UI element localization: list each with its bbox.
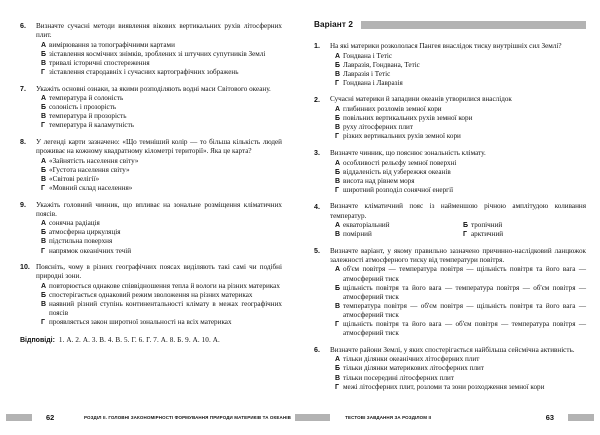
question-number: 5. xyxy=(314,246,320,255)
option-list xyxy=(36,41,282,77)
answer-option[interactable] xyxy=(41,121,282,130)
question-body xyxy=(330,42,586,88)
option-text: напрямок океанічних течій xyxy=(49,246,132,255)
answers-label: Відповіді: xyxy=(20,337,55,345)
option-letter: Б xyxy=(41,166,47,174)
answer-option[interactable] xyxy=(335,132,586,141)
option-list xyxy=(330,221,586,239)
option-list xyxy=(36,282,282,327)
option-text: об'єм повітря — температура повітря — щільність повітря та його вага — атмосферний тиск xyxy=(343,265,586,283)
option-letter: Б xyxy=(335,168,341,176)
option-letter: Г xyxy=(335,321,339,329)
footer-decor-bar-lead xyxy=(304,414,330,421)
question-body xyxy=(330,247,586,338)
answer-option[interactable] xyxy=(41,68,282,77)
answer-option[interactable] xyxy=(335,302,586,320)
question-number: 1. xyxy=(314,42,320,51)
option-text: тільки посередині літосферних плит xyxy=(343,373,454,382)
answer-option[interactable] xyxy=(41,50,282,59)
option-letter: А xyxy=(335,356,341,364)
question-item xyxy=(20,22,282,77)
question-body xyxy=(330,95,586,141)
option-letter: Г xyxy=(463,231,467,239)
option-letter: А xyxy=(335,159,341,167)
question-number: 9. xyxy=(20,200,26,209)
answer-option[interactable] xyxy=(41,228,282,237)
question-body xyxy=(330,346,586,392)
option-text: помірний xyxy=(343,230,372,239)
option-letter: Г xyxy=(41,247,45,255)
option-list xyxy=(330,355,586,391)
answer-option[interactable] xyxy=(41,237,282,246)
option-text: наявний різний ступінь континентальності клімату в межах географічних поясів xyxy=(49,300,282,318)
answer-option[interactable] xyxy=(41,175,282,184)
question-stem: Визначте кліматичний пояс із найменшою річною амплітудою коливання температур. xyxy=(330,202,586,220)
answer-option[interactable] xyxy=(335,320,586,338)
option-letter: А xyxy=(41,220,47,228)
option-letter: В xyxy=(335,70,341,78)
question-stem: На які материки розкололася Пангея внаслідок тиску внутрішніх сил Землі? xyxy=(330,42,562,50)
question-item xyxy=(20,85,282,131)
answer-option[interactable] xyxy=(335,355,586,364)
option-letter: Б xyxy=(335,284,341,292)
question-stem: Визначте варіант, у якому правильно зазначено причинно-наслідковий ланцюжок залежності атмосферного тиску від температури повітря. xyxy=(330,246,586,264)
question-stem: Укажіть головний чинник, що впливає на зональне розміщення кліматичних поясів. xyxy=(36,200,282,218)
question-body xyxy=(330,202,586,239)
page-number-left: 62 xyxy=(46,413,55,422)
option-text: солоність і прозорість xyxy=(49,103,117,112)
option-text: температура повітря — об'єм повітря — щільність повітря та його вага — атмосферний тиск xyxy=(343,301,586,319)
option-list xyxy=(36,94,282,130)
option-letter: Б xyxy=(335,365,341,373)
answer-option[interactable] xyxy=(335,123,586,132)
question-number: 6. xyxy=(314,345,320,354)
option-text: «Густота населення світу» xyxy=(49,165,130,174)
option-text: зіставлення космічних знімків, зроблених зі штучних супутників Землі xyxy=(49,49,266,58)
option-letter: Б xyxy=(41,50,47,58)
question-stem: Сучасні материки й западини океанів утворилися внаслідок xyxy=(330,95,512,104)
option-text: «Світові релігії» xyxy=(49,174,100,183)
answer-option[interactable] xyxy=(335,374,586,383)
option-text: тривалі історичні спостереження xyxy=(49,58,150,67)
option-letter: А xyxy=(335,266,341,274)
answer-option[interactable] xyxy=(41,41,282,50)
answer-option[interactable] xyxy=(41,112,282,121)
option-text: глибинних розломів земної кори xyxy=(343,105,442,114)
answer-option[interactable] xyxy=(335,79,586,88)
page-right xyxy=(300,0,600,435)
answer-option[interactable] xyxy=(335,284,586,302)
option-text: зіставлення стародавніх і сучасних картографічних зображень xyxy=(49,67,239,76)
answer-option[interactable] xyxy=(335,265,586,283)
answer-option[interactable] xyxy=(335,177,586,186)
option-letter: В xyxy=(335,302,341,310)
option-letter: В xyxy=(41,113,47,121)
question-stem: Визначте чинник, що пояснює зональність клімату. xyxy=(330,148,486,157)
option-text: спостерігається однаковий режим зволоження на різних материках xyxy=(49,290,253,299)
answer-option[interactable] xyxy=(41,318,282,327)
option-letter: В xyxy=(335,124,341,132)
footer-decor-bar xyxy=(6,414,32,421)
variant-header xyxy=(314,20,586,29)
option-letter: В xyxy=(41,175,47,183)
option-list xyxy=(330,265,586,338)
answer-option[interactable] xyxy=(335,186,586,195)
option-letter: В xyxy=(335,177,341,185)
option-list xyxy=(36,157,282,193)
option-letter: А xyxy=(41,41,47,49)
option-letter: А xyxy=(41,282,47,290)
option-letter: Г xyxy=(335,186,339,194)
option-letter: В xyxy=(41,301,47,309)
question-number: 10. xyxy=(20,263,30,272)
answer-option[interactable] xyxy=(463,221,586,230)
option-letter: Б xyxy=(41,229,47,237)
page-number-right: 63 xyxy=(545,413,554,422)
answer-option[interactable] xyxy=(41,157,282,166)
footer-title-left: РОЗДІЛ ІІ. ГОЛОВНІ ЗАКОНОМІРНОСТІ ФОРМУВАННЯ ПРИРОДИ МАТЕРИКІВ ТА ОКЕАНІВ xyxy=(84,415,292,420)
question-item xyxy=(314,247,586,338)
question-stem: Визначте райони Землі, у яких спостерігається найбільша сейсмічна активність. xyxy=(330,345,575,354)
option-list xyxy=(330,159,586,195)
answer-option[interactable] xyxy=(41,291,282,300)
footer-right xyxy=(300,413,600,422)
answer-option[interactable] xyxy=(335,105,586,114)
question-body xyxy=(36,263,282,327)
option-text: арктичний xyxy=(471,230,504,239)
option-text: широтний розподіл сонячної енергії xyxy=(343,185,454,194)
option-text: екваторіальний xyxy=(343,221,390,230)
answer-option[interactable] xyxy=(335,70,586,79)
option-letter: А xyxy=(41,157,47,165)
option-text: Лавразія і Тетіс xyxy=(343,69,391,78)
question-number: 4. xyxy=(314,202,320,211)
question-stem: Поясніть, чому в різних географічних поясах виділяють такі самі чи подібні природні зони. xyxy=(36,263,282,281)
option-text: віддаленість від узбережжя океанів xyxy=(343,167,451,176)
option-letter: Г xyxy=(41,185,45,192)
page-left-content xyxy=(20,22,282,345)
answers-line xyxy=(20,336,282,345)
question-item xyxy=(314,202,586,239)
option-text: межі літосферних плит, розломи та зони розходження земної кори xyxy=(343,382,545,391)
answer-option[interactable] xyxy=(41,247,282,256)
variant-title: Варіант 2 xyxy=(314,20,353,29)
option-letter: А xyxy=(41,95,47,103)
question-item xyxy=(314,346,586,392)
answer-option[interactable] xyxy=(335,159,586,168)
option-letter: А xyxy=(335,106,341,114)
question-body xyxy=(36,85,282,131)
question-stem: У легенді карти зазначено: «Що темніший колір — то більша кількість людей проживає на кожному квадратному кілометрі території». Яка це карта? xyxy=(36,138,282,156)
option-text: тропічний xyxy=(471,221,503,230)
answer-option[interactable] xyxy=(335,383,586,392)
question-number: 2. xyxy=(314,95,320,104)
answer-option[interactable] xyxy=(335,364,586,373)
option-letter: В xyxy=(41,59,47,67)
answer-option[interactable] xyxy=(335,114,586,123)
option-text: висота над рівнем моря xyxy=(343,176,415,185)
answer-option[interactable] xyxy=(41,300,282,318)
option-text: температура й каламутність xyxy=(49,121,134,130)
answer-option[interactable] xyxy=(41,103,282,112)
footer-left xyxy=(0,413,300,422)
option-letter: Г xyxy=(41,68,45,76)
option-letter: В xyxy=(41,238,47,246)
page-right-content xyxy=(314,20,586,399)
question-stem: Визначте сучасні методи виявлення вікових вертикальних рухів літосферних плит. xyxy=(36,22,282,40)
question-list-left xyxy=(20,22,282,327)
answers-values: 1. А. 2. А. 3. В. 4. В. 5. Г. 6. Г. 7. А. 8. Б. 9. А. 10. А. xyxy=(58,336,220,345)
answer-option[interactable] xyxy=(463,230,586,239)
option-letter: Б xyxy=(335,115,341,123)
option-text: «Зайнятість населення світу» xyxy=(49,156,139,165)
variant-decor-bar xyxy=(361,21,586,29)
option-list xyxy=(36,219,282,255)
option-text: проявляється закон широтної зональності на всіх материках xyxy=(49,318,232,327)
question-item xyxy=(314,42,586,88)
question-body xyxy=(36,138,282,193)
option-text: «Мовний склад населення» xyxy=(49,184,133,192)
option-text: температура й солоність xyxy=(49,94,124,103)
answer-option[interactable] xyxy=(41,282,282,291)
answer-option[interactable] xyxy=(335,61,586,70)
option-text: тільки ділянки материкових літосферних плит xyxy=(343,364,484,373)
option-letter: А xyxy=(335,222,341,230)
question-number: 7. xyxy=(20,84,26,93)
answer-option[interactable] xyxy=(41,59,282,68)
question-number: 6. xyxy=(20,22,26,31)
answer-option[interactable] xyxy=(41,166,282,175)
question-stem: Укажіть основні ознаки, за якими розподіляють водні маси Світового океану. xyxy=(36,84,271,93)
option-letter: В xyxy=(335,374,341,382)
answer-option[interactable] xyxy=(41,219,282,228)
option-letter: Б xyxy=(463,222,469,230)
option-letter: Г xyxy=(41,122,45,130)
question-body xyxy=(36,201,282,256)
answer-option[interactable] xyxy=(335,52,586,61)
question-item xyxy=(20,263,282,327)
footer-decor-bar-tail xyxy=(568,414,594,421)
answer-option[interactable] xyxy=(41,184,282,193)
option-text: щільність повітря та його вага — об'єм повітря — температура повітря — атмосферний тиск xyxy=(343,320,586,338)
option-text: повторюється однакове співвідношення тепла й вологи на різних материках xyxy=(49,281,280,290)
question-list-right xyxy=(314,42,586,392)
option-letter: Б xyxy=(335,61,341,69)
option-letter: Г xyxy=(335,383,339,391)
answer-option[interactable] xyxy=(335,221,458,230)
answer-option[interactable] xyxy=(41,94,282,103)
question-item xyxy=(314,95,586,141)
question-item xyxy=(20,201,282,256)
question-number: 3. xyxy=(314,149,320,158)
option-text: підстильна поверхня xyxy=(49,237,113,246)
option-text: руху літосферних плит xyxy=(343,123,413,132)
question-item xyxy=(314,149,586,195)
footer-title-right: ТЕСТОВІ ЗАВДАННЯ ЗА РОЗДІЛОМ ІІ xyxy=(345,415,432,420)
option-text: Гондвана і Лавразія xyxy=(343,78,403,87)
answer-option[interactable] xyxy=(335,230,458,239)
option-text: Лавразія, Гондвана, Тетіс xyxy=(343,60,420,69)
option-letter: В xyxy=(335,231,341,239)
question-number: 8. xyxy=(20,138,26,147)
option-list xyxy=(330,52,586,88)
option-text: повільних вертикальних рухів земної кори xyxy=(343,114,473,123)
option-text: температура й прозорість xyxy=(49,112,127,121)
option-letter: Г xyxy=(335,133,339,141)
option-text: сонячна радіація xyxy=(49,219,100,228)
option-text: тільки ділянки океанічних літосферних плит xyxy=(343,355,480,364)
option-text: Гондвана і Тетіс xyxy=(343,51,393,60)
option-letter: А xyxy=(335,52,341,60)
option-text: щільність повітря та його вага — температура повітря — об'єм повітря — атмосферний тиск xyxy=(343,283,586,301)
option-letter: Г xyxy=(335,79,339,87)
answer-option[interactable] xyxy=(335,168,586,177)
option-list xyxy=(330,105,586,141)
question-body xyxy=(330,149,586,195)
option-text: вимірювання за топографічними картами xyxy=(49,40,175,49)
option-text: особливості рельєфу земної поверхні xyxy=(343,158,457,167)
option-letter: Б xyxy=(41,104,47,112)
question-body xyxy=(36,22,282,77)
option-text: атмосферна циркуляція xyxy=(49,228,121,237)
option-text: різких вертикальних рухів земної кори xyxy=(343,132,461,141)
question-item xyxy=(20,138,282,193)
option-letter: Б xyxy=(41,291,47,299)
option-letter: Г xyxy=(41,319,45,327)
